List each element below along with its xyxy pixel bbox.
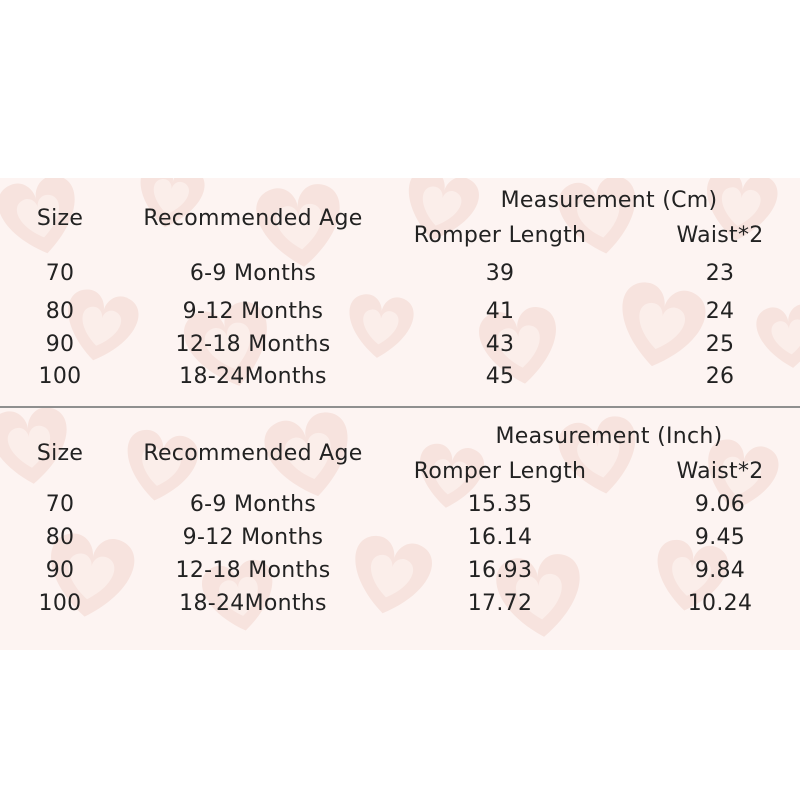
cell-waist: 25: [705, 332, 735, 357]
cell-size: 100: [38, 591, 82, 616]
cell-romper-length: 15.35: [467, 492, 533, 517]
heart-icon: [345, 532, 436, 621]
cell-age: 12-18 Months: [175, 558, 331, 583]
header-size: Size: [36, 441, 84, 466]
header-measurement: Measurement (Cm): [500, 188, 718, 213]
cell-age: 6-9 Months: [189, 261, 317, 286]
cell-size: 90: [45, 332, 75, 357]
heart-icon: [755, 303, 800, 372]
header-waist: Waist*2: [676, 223, 764, 248]
cell-age: 9-12 Months: [182, 525, 324, 550]
cell-size: 70: [45, 492, 75, 517]
cell-waist: 9.45: [694, 525, 746, 550]
size-chart-panel: [0, 178, 800, 650]
cell-age: 9-12 Months: [182, 299, 324, 324]
cell-romper-length: 43: [485, 332, 515, 357]
header-recommended-age: Recommended Age: [143, 206, 363, 231]
header-romper-length: Romper Length: [413, 459, 587, 484]
cell-size: 80: [45, 525, 75, 550]
cell-romper-length: 16.14: [467, 525, 533, 550]
cell-waist: 9.84: [694, 558, 746, 583]
cell-age: 18-24Months: [179, 364, 327, 389]
cell-age: 6-9 Months: [189, 492, 317, 517]
cell-waist: 24: [705, 299, 735, 324]
cell-waist: 9.06: [694, 492, 746, 517]
header-waist: Waist*2: [676, 459, 764, 484]
cell-size: 80: [45, 299, 75, 324]
cell-size: 90: [45, 558, 75, 583]
header-measurement: Measurement (Inch): [495, 424, 723, 449]
header-romper-length: Romper Length: [413, 223, 587, 248]
header-recommended-age: Recommended Age: [143, 441, 363, 466]
cell-romper-length: 41: [485, 299, 515, 324]
table-divider: [0, 406, 800, 408]
cell-waist: 10.24: [687, 591, 753, 616]
cell-romper-length: 45: [485, 364, 515, 389]
cell-waist: 23: [705, 261, 735, 286]
cell-romper-length: 16.93: [467, 558, 533, 583]
cell-romper-length: 17.72: [467, 591, 533, 616]
cell-waist: 26: [705, 364, 735, 389]
cell-size: 100: [38, 364, 82, 389]
header-size: Size: [36, 206, 84, 231]
cell-romper-length: 39: [485, 261, 515, 286]
heart-icon: [345, 293, 415, 362]
cell-size: 70: [45, 261, 75, 286]
heart-icon: [611, 278, 710, 375]
cell-age: 12-18 Months: [175, 332, 331, 357]
cell-age: 18-24Months: [179, 591, 327, 616]
